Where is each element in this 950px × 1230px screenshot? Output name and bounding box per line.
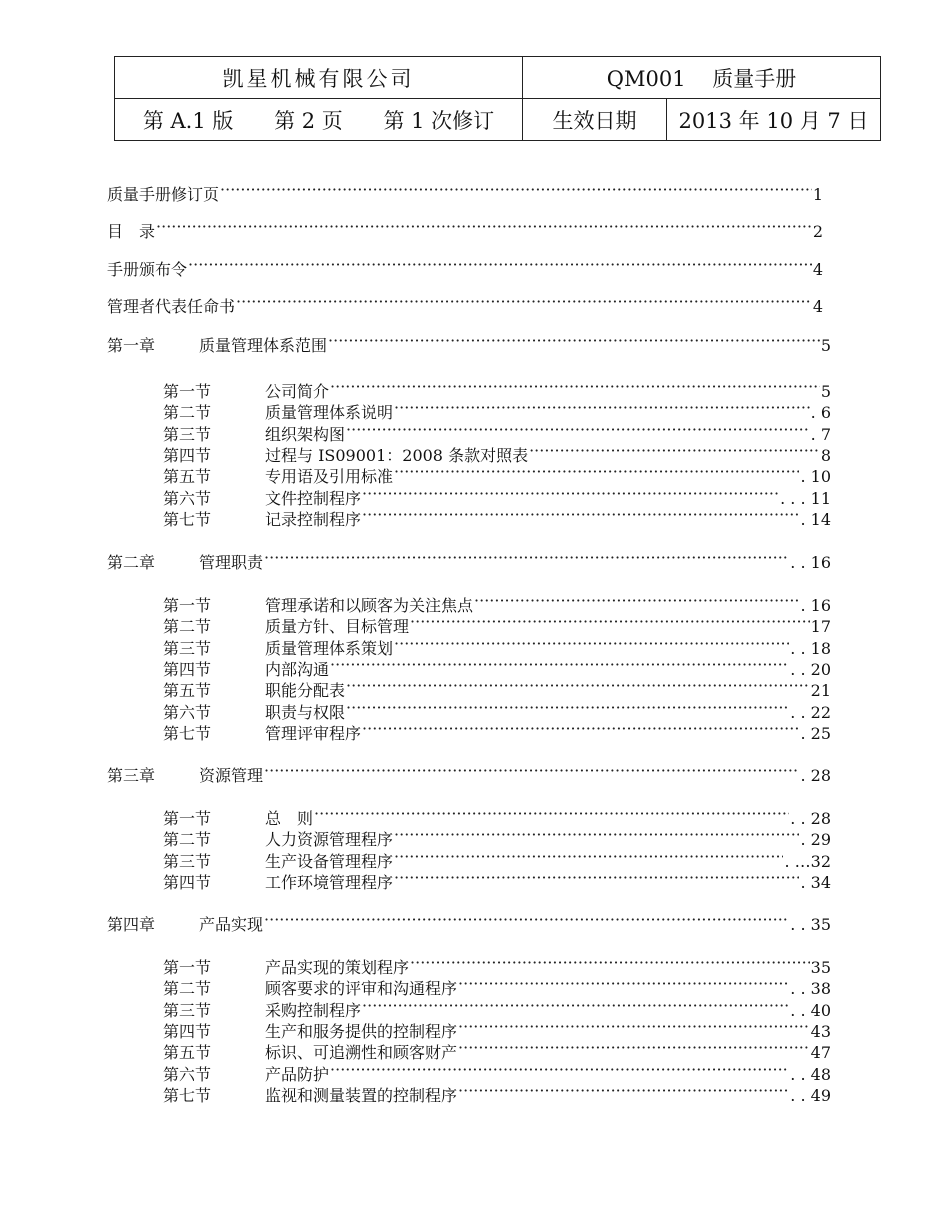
sec-number: 第四节 xyxy=(163,1022,212,1041)
sec-title: 生产和服务提供的控制程序 xyxy=(265,1022,458,1041)
sec-number: 第四节 xyxy=(163,660,212,679)
sec-number: 第二节 xyxy=(163,403,212,422)
chap-number: 第四章 xyxy=(107,915,156,934)
sec-page: . . 48 xyxy=(790,1065,831,1084)
dot-leader xyxy=(458,1017,810,1037)
sec-entry xyxy=(163,719,831,744)
page-number: 第 2 页 xyxy=(274,108,343,133)
sec-number: 第七节 xyxy=(163,1086,212,1105)
dot-leader xyxy=(264,761,799,781)
sec-title: 工作环境管理程序 xyxy=(265,873,394,892)
sec-number: 第四节 xyxy=(163,873,212,892)
dot-leader xyxy=(220,180,812,200)
sec-page: . 7 xyxy=(810,425,831,444)
dot-leader xyxy=(458,1038,810,1058)
sec-number: 第一节 xyxy=(163,596,212,615)
sec-page: . …32 xyxy=(784,852,831,871)
sec-number: 第六节 xyxy=(163,703,212,722)
effective-date-label: 生效日期 xyxy=(523,99,667,141)
sec-page: 21 xyxy=(810,681,831,700)
sec-page: 5 xyxy=(820,382,831,401)
sec-page: . 25 xyxy=(800,724,831,743)
sec-title: 顾客要求的评审和沟通程序 xyxy=(265,979,458,998)
sec-page: . 16 xyxy=(800,596,831,615)
sec-number: 第二节 xyxy=(163,979,212,998)
dot-leader xyxy=(330,1060,789,1080)
top-entry xyxy=(107,255,823,280)
sec-page: . 14 xyxy=(800,510,831,529)
sec-entry xyxy=(163,505,831,530)
sec-title: 总 则 xyxy=(265,809,314,828)
sec-page: 8 xyxy=(820,446,831,465)
top-page: 1 xyxy=(812,185,823,204)
dot-leader xyxy=(394,398,810,418)
dot-leader xyxy=(156,217,812,237)
sec-page: . . 28 xyxy=(790,809,831,828)
dot-leader xyxy=(458,1081,789,1101)
top-entry xyxy=(107,292,823,317)
sec-page: . 10 xyxy=(800,467,831,486)
chap-number: 第三章 xyxy=(107,766,156,785)
sec-number: 第三节 xyxy=(163,639,212,658)
sec-number: 第四节 xyxy=(163,446,212,465)
top-page: 4 xyxy=(812,297,823,316)
top-entry xyxy=(107,217,823,242)
revision-number: 第 1 次修订 xyxy=(383,108,495,133)
effective-date: 2013 年 10 月 7 日 xyxy=(667,99,881,141)
sec-number: 第三节 xyxy=(163,852,212,871)
top-page: 2 xyxy=(812,222,823,241)
dot-leader xyxy=(394,825,799,845)
sec-title: 职责与权限 xyxy=(265,703,346,722)
top-title: 手册颁布令 xyxy=(107,260,188,279)
sec-number: 第六节 xyxy=(163,1065,212,1084)
dot-leader xyxy=(362,505,799,525)
dot-leader xyxy=(264,548,789,568)
dot-leader xyxy=(346,676,810,696)
dot-leader xyxy=(474,591,799,611)
sec-entry xyxy=(163,1081,831,1106)
dot-leader xyxy=(394,868,799,888)
chap-title: 质量管理体系范围 xyxy=(199,336,328,355)
sec-title: 生产设备管理程序 xyxy=(265,852,394,871)
sec-title: 产品实现的策划程序 xyxy=(265,958,410,977)
dot-leader xyxy=(346,420,810,440)
sec-number: 第一节 xyxy=(163,382,212,401)
sec-page: . . 18 xyxy=(790,639,831,658)
dot-leader xyxy=(394,462,799,482)
sec-page: . . 40 xyxy=(790,1001,831,1020)
top-title: 目 录 xyxy=(107,222,156,241)
sec-title: 标识、可追溯性和顾客财产 xyxy=(265,1043,458,1062)
dot-leader xyxy=(346,698,789,718)
sec-title: 人力资源管理程序 xyxy=(265,830,394,849)
sec-title: 过程与 IS09001：2008 条款对照表 xyxy=(265,446,529,465)
sec-title: 职能分配表 xyxy=(265,681,346,700)
dot-leader xyxy=(458,974,789,994)
sec-title: 文件控制程序 xyxy=(265,489,362,508)
sec-page: . 29 xyxy=(800,830,831,849)
sec-title: 质量管理体系策划 xyxy=(265,639,394,658)
sec-page: . . 22 xyxy=(790,703,831,722)
dot-leader xyxy=(330,377,820,397)
sec-page: 17 xyxy=(810,617,831,636)
chap-page: . 28 xyxy=(800,766,831,785)
chap-number: 第一章 xyxy=(107,336,156,355)
chap-page: 5 xyxy=(820,336,831,355)
sec-page: . 34 xyxy=(800,873,831,892)
dot-leader xyxy=(529,441,820,461)
dot-leader xyxy=(362,996,789,1016)
sec-title: 采购控制程序 xyxy=(265,1001,362,1020)
sec-number: 第六节 xyxy=(163,489,212,508)
edition-number: 第 A.1 版 xyxy=(142,108,234,133)
chap-entry xyxy=(107,910,831,935)
sec-title: 公司简介 xyxy=(265,382,330,401)
chap-title: 产品实现 xyxy=(199,915,264,934)
dot-leader xyxy=(410,612,810,632)
top-entry xyxy=(107,180,823,205)
sec-title: 质量管理体系说明 xyxy=(265,403,394,422)
sec-number: 第一节 xyxy=(163,809,212,828)
sec-title: 监视和测量装置的控制程序 xyxy=(265,1086,458,1105)
sec-number: 第二节 xyxy=(163,617,212,636)
dot-leader xyxy=(330,655,789,675)
dot-leader xyxy=(394,634,789,654)
chap-entry xyxy=(107,761,831,786)
chap-entry xyxy=(107,548,831,573)
sec-title: 管理评审程序 xyxy=(265,724,362,743)
sec-number: 第五节 xyxy=(163,1043,212,1062)
sec-title: 产品防护 xyxy=(265,1065,330,1084)
sec-number: 第七节 xyxy=(163,510,212,529)
top-title: 质量手册修订页 xyxy=(107,185,220,204)
sec-title: 管理承诺和以顾客为关注焦点 xyxy=(265,596,474,615)
sec-page: . . 20 xyxy=(790,660,831,679)
sec-page: 43 xyxy=(810,1022,831,1041)
sec-title: 质量方针、目标管理 xyxy=(265,617,410,636)
sec-page: 47 xyxy=(810,1043,831,1062)
sec-entry xyxy=(163,868,831,893)
dot-leader xyxy=(264,910,789,930)
sec-number: 第三节 xyxy=(163,425,212,444)
chap-page: . . 35 xyxy=(790,915,831,934)
sec-title: 专用语及引用标准 xyxy=(265,467,394,486)
sec-number: 第三节 xyxy=(163,1001,212,1020)
top-page: 4 xyxy=(812,260,823,279)
sec-number: 第二节 xyxy=(163,830,212,849)
company-name: 凯星机械有限公司 xyxy=(115,57,523,99)
dot-leader xyxy=(410,953,810,973)
sec-page: . . 49 xyxy=(790,1086,831,1105)
sec-page: . . . 11 xyxy=(780,489,831,508)
dot-leader xyxy=(362,484,779,504)
dot-leader xyxy=(394,847,783,867)
dot-leader xyxy=(188,255,812,275)
document-title: 质量手册 xyxy=(712,66,797,91)
top-title: 管理者代表任命书 xyxy=(107,297,236,316)
dot-leader xyxy=(362,719,799,739)
chap-title: 管理职责 xyxy=(199,553,264,572)
document-code: QM001 xyxy=(606,66,686,91)
chap-entry xyxy=(107,331,831,356)
sec-title: 记录控制程序 xyxy=(265,510,362,529)
sec-number: 第一节 xyxy=(163,958,212,977)
sec-page: . 6 xyxy=(810,403,831,422)
chap-title: 资源管理 xyxy=(199,766,264,785)
dot-leader xyxy=(236,292,812,312)
dot-leader xyxy=(328,331,820,351)
sec-number: 第七节 xyxy=(163,724,212,743)
chap-number: 第二章 xyxy=(107,553,156,572)
sec-page: . . 38 xyxy=(790,979,831,998)
sec-title: 组织架构图 xyxy=(265,425,346,444)
sec-number: 第五节 xyxy=(163,681,212,700)
sec-title: 内部沟通 xyxy=(265,660,330,679)
sec-number: 第五节 xyxy=(163,467,212,486)
sec-page: 35 xyxy=(810,958,831,977)
dot-leader xyxy=(314,804,789,824)
chap-page: . . 16 xyxy=(790,553,831,572)
